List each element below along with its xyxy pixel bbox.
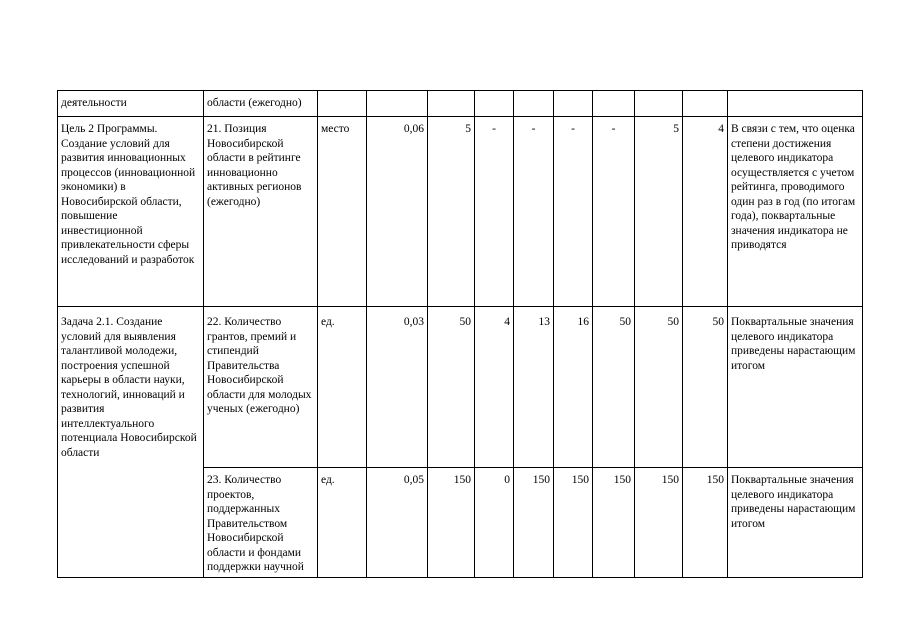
value-cell — [514, 91, 554, 117]
value-cell: 150 — [593, 468, 635, 578]
note-cell: Поквартальные значения целевого индикатора приведены нарастающим итогом — [728, 307, 863, 468]
unit-cell: ед. — [318, 468, 367, 578]
goal-cell: деятельности — [58, 91, 204, 117]
table-row-continuation — [58, 91, 863, 117]
value-cell: 4 — [475, 307, 514, 468]
unit-cell: ед. — [318, 307, 367, 468]
value-cell: 150 — [635, 468, 683, 578]
value-cell — [475, 91, 514, 117]
value-cell: 50 — [593, 307, 635, 468]
indicators-table — [57, 90, 863, 578]
value-cell: 0 — [475, 468, 514, 578]
value-cell: 150 — [554, 468, 593, 578]
value-cell: 150 — [683, 468, 728, 578]
indicator-cell: области (ежегодно) — [204, 91, 318, 117]
unit-cell: место — [318, 117, 367, 307]
value-cell — [635, 91, 683, 117]
note-cell — [728, 91, 863, 117]
unit-cell — [318, 91, 367, 117]
value-cell — [683, 91, 728, 117]
indicator-cell: 23. Количество проектов, поддержанных Правительством Новосибирской области и фондами поддержки научной — [204, 468, 318, 578]
weight-cell — [367, 91, 428, 117]
value-cell — [593, 91, 635, 117]
value-cell: 13 — [514, 307, 554, 468]
indicator-cell: 22. Количество грантов, премий и стипендий Правительства Новосибирской области для молодых ученых (ежегодно) — [204, 307, 318, 468]
value-cell: 150 — [514, 468, 554, 578]
value-cell: 50 — [683, 307, 728, 468]
value-cell — [554, 91, 593, 117]
goal-cell: Задача 2.1. Создание условий для выявления талантливой молодежи, построения успешной карьеры в области науки, технологий, инноваций и развития интеллектуального потенциала Новосибирской области — [58, 307, 204, 578]
value-cell — [428, 91, 475, 117]
table-row-indicator-22 — [58, 307, 863, 468]
value-cell: 4 — [683, 117, 728, 307]
value-cell: 50 — [635, 307, 683, 468]
value-cell: - — [554, 117, 593, 307]
note-cell: Поквартальные значения целевого индикатора приведены нарастающим итогом — [728, 468, 863, 578]
value-cell: 50 — [428, 307, 475, 468]
indicator-cell: 21. Позиция Новосибирской области в рейтинге инновационно активных регионов (ежегодно) — [204, 117, 318, 307]
value-cell: 16 — [554, 307, 593, 468]
weight-cell: 0,05 — [367, 468, 428, 578]
value-cell: - — [475, 117, 514, 307]
value-cell: 5 — [428, 117, 475, 307]
value-cell: 5 — [635, 117, 683, 307]
goal-cell: Цель 2 Программы. Создание условий для развития инновационных процессов (инновационной экономики) в Новосибирской области, повышение инвестиционной привлекательности сферы исследований и разработок — [58, 117, 204, 307]
table-row-indicator-21 — [58, 117, 863, 307]
value-cell: - — [514, 117, 554, 307]
value-cell: 150 — [428, 468, 475, 578]
value-cell: - — [593, 117, 635, 307]
weight-cell: 0,06 — [367, 117, 428, 307]
weight-cell: 0,03 — [367, 307, 428, 468]
note-cell: В связи с тем, что оценка степени достижения целевого индикатора осуществляется с учетом рейтинга, проводимого один раз в год (по итогам года), поквартальные значения индикатора не приводятся — [728, 117, 863, 307]
